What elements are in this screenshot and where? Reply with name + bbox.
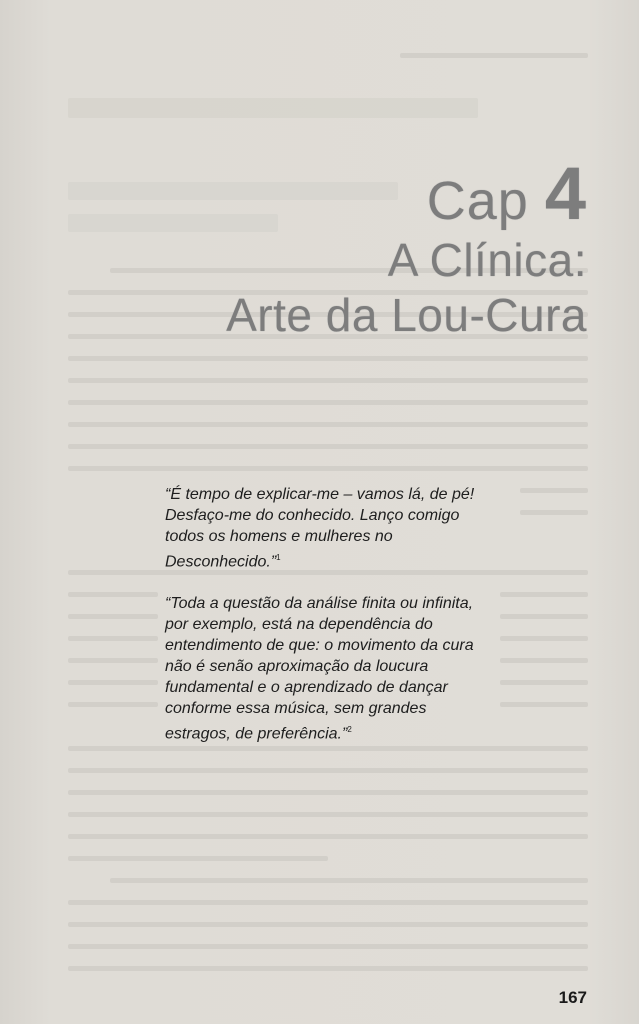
bleed-through-line <box>68 378 588 383</box>
bleed-through-line <box>68 922 588 927</box>
footnote-marker: 2 <box>347 725 352 735</box>
footnote-marker: 1 <box>276 553 281 562</box>
chapter-label: Cap <box>426 171 529 231</box>
bleed-through-line <box>68 790 588 795</box>
bleed-through-line <box>68 768 588 773</box>
bleed-through-line <box>500 614 588 619</box>
bleed-through-line <box>68 466 588 471</box>
bleed-through-line <box>68 702 158 707</box>
bleed-through-line <box>68 680 158 685</box>
epigraph-quote <box>165 484 495 572</box>
epigraph-text: “É tempo de explicar-me – vamos lá, de pé! Desfaço-me do conhecido. Lanço comigo todos os homens e mulheres no Desconhecido.” <box>165 486 475 571</box>
bleed-through-line <box>400 53 588 58</box>
epigraph-text: “Toda a questão da análise finita ou infinita, por exemplo, está na dependência do entendimento de que: o movimento da cura não é senão aproximação da loucura fundamental e o aprendizado de dançar conforme essa música, sem grandes estragos, de preferência.” <box>165 595 474 743</box>
bleed-through-line <box>68 636 158 641</box>
bleed-through-line <box>520 510 588 515</box>
bleed-through-line <box>68 444 588 449</box>
chapter-number-line <box>226 152 587 235</box>
bleed-through-line <box>110 878 588 883</box>
bleed-through-line <box>68 966 588 971</box>
bleed-through-line <box>68 856 328 861</box>
chapter-number: 4 <box>544 152 587 235</box>
bleed-through-line <box>68 614 158 619</box>
bleed-through-line <box>68 944 588 949</box>
bleed-through-line <box>68 658 158 663</box>
epigraph-quote <box>165 593 495 744</box>
bleed-through-line <box>68 812 588 817</box>
bleed-through-line <box>500 680 588 685</box>
bleed-through-line <box>500 702 588 707</box>
bleed-through-line <box>68 98 478 118</box>
bleed-through-line <box>68 900 588 905</box>
bleed-through-line <box>500 636 588 641</box>
epigraphs <box>165 484 495 766</box>
chapter-title-line-1: A Clínica: <box>387 234 587 286</box>
bleed-through-line <box>500 658 588 663</box>
bleed-through-line <box>500 592 588 597</box>
bleed-through-line <box>68 592 158 597</box>
bleed-through-line <box>68 356 588 361</box>
bleed-through-line <box>68 834 588 839</box>
chapter-heading <box>226 152 587 343</box>
bleed-through-line <box>520 488 588 493</box>
chapter-title-line-2: Arte da Lou-Cura <box>226 289 587 341</box>
bleed-through-line <box>68 400 588 405</box>
page-number: 167 <box>558 988 587 1007</box>
bleed-through-line <box>68 422 588 427</box>
